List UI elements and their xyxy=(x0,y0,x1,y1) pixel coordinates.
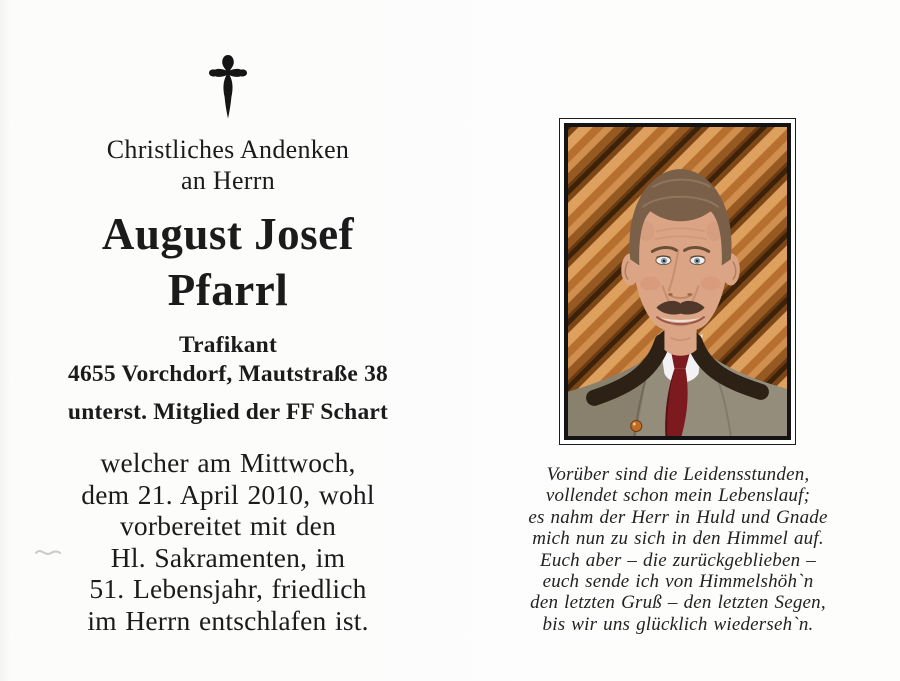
pupil-left xyxy=(663,260,665,262)
obituary-text xyxy=(0,447,456,636)
deceased-name xyxy=(0,206,456,318)
photo-inner-border xyxy=(564,123,791,440)
header-line-2: an Herrn xyxy=(180,166,276,195)
poem-line: vollendet schon mein Lebenslauf; xyxy=(545,485,811,507)
obituary-line: welcher am Mittwoch, xyxy=(100,447,356,478)
poem-line: Euch aber – die zurückgeblieben – xyxy=(540,549,816,571)
membership-line: unterst. Mitglied der FF Schart xyxy=(67,399,389,425)
poem-line: den letzten Gruß – den letzten Segen, xyxy=(530,592,826,614)
memorial-header xyxy=(0,134,456,196)
poem-line: Vorüber sind die Leidensstunden, xyxy=(546,464,810,485)
pupil-right xyxy=(696,260,698,262)
poem-line: bis wir uns glücklich wiederseh`n. xyxy=(542,613,814,635)
memorial-poem xyxy=(460,464,896,635)
nostril-right xyxy=(687,293,691,296)
deceased-details xyxy=(0,331,456,389)
poem-line: euch sende ich von Himmelshöh`n xyxy=(542,571,814,593)
latin-cross-icon xyxy=(208,54,248,120)
poem-line: mich nun zu sich in den Himmel auf. xyxy=(532,528,824,550)
nostril-left xyxy=(668,293,672,296)
lapel-pin xyxy=(631,420,642,431)
photo-frame xyxy=(559,118,796,445)
profession: Trafikant xyxy=(179,332,277,358)
name-line-1: August Josef xyxy=(101,209,355,259)
obituary-line: Hl. Sakramenten, im xyxy=(110,541,346,573)
cross-section xyxy=(0,54,456,125)
header-line-1: Christliches Andenken xyxy=(106,135,350,164)
cheek-right xyxy=(701,276,721,290)
scan-artifact-mark xyxy=(34,544,62,560)
lapel-pin-highlight xyxy=(633,422,636,425)
portrait-photo xyxy=(568,127,787,436)
obituary-line: vorbereitet mit den xyxy=(119,510,337,541)
obituary-line: im Herrn entschlafen ist. xyxy=(87,604,369,636)
obituary-line: dem 21. April 2010, wohl xyxy=(81,478,375,510)
obituary-line: 51. Lebensjahr, friedlich xyxy=(89,573,367,604)
latin-cross-shape xyxy=(209,55,247,119)
poem-line: es nahm der Herr in Huld und Gnade xyxy=(528,506,828,528)
cheek-left xyxy=(640,276,660,290)
address: 4655 Vorchdorf, Mautstraße 38 xyxy=(68,361,388,387)
name-line-2: Pfarrl xyxy=(167,265,289,315)
